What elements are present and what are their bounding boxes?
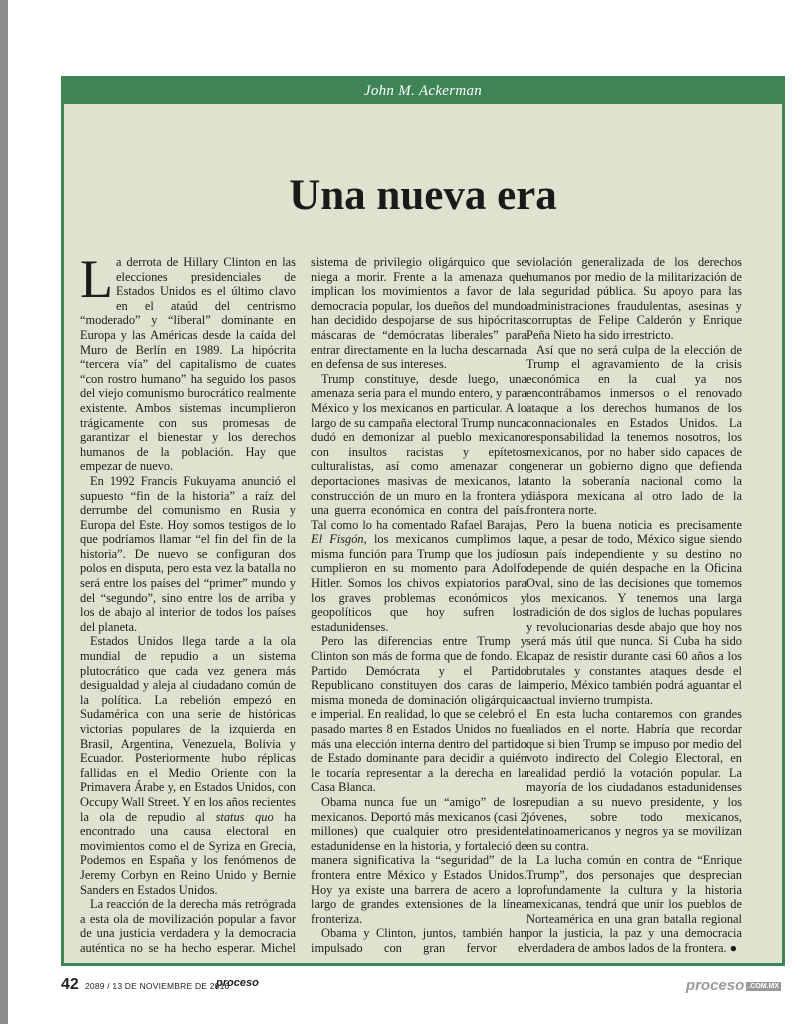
domain-badge: .COM.MX <box>748 983 779 990</box>
paragraph: En 1992 Francis Fukuyama anunció el supuesto “fin de la historia” a raíz del derrumbe del comunismo en Rusia y Europa del Este. Hoy somos testigos de lo que podríamos llamar “el fin del fin de la historia”. De nuevo se configuran dos polos en disputa, pero esta vez la batalla no será entre los países del “primer” mundo y del “segundo”, sino entre los de arriba y los de abajo al interior de todos los países del planeta. <box>80 473 296 634</box>
drop-cap: L <box>80 255 113 309</box>
issue-date: 2089 / 13 DE NOVIEMBRE DE 2016 <box>85 981 230 991</box>
paragraph: Obama nunca fue un “amigo” de los mexicanos. Deportó más mexicanos (casi 2 millones) que cualquier otro presidente estadunidense en la historia, y fortaleció de manera significativa la “seguridad” de la frontera entre México y Estados Unidos. Hoy ya existe una barrera de acero a lo largo de grandes extensiones de la línea fronteriza. <box>311 794 527 926</box>
proceso-logo-right: proceso $^{.COM.MX}$ <box>685 977 779 994</box>
article-column-3 <box>526 255 742 955</box>
article-column-1 <box>80 255 296 955</box>
paragraph: Así que no será culpa de la elección de Trump el agravamiento de la crisis económica en la cual ya nos encontrábamos inmersos o el renovado ataque a los derechos humanos de los connacionales en Estados Unidos. La responsabilidad la tenemos nosotros, los mexicanos, por no haber sido capaces de generar un gobierno digno que defienda tanto la soberanía nacional como la diáspora mexicana al otro lado de la frontera norte. <box>526 342 742 518</box>
paragraph: La reacción de la derecha más retrógrada a esta ola de movilización popular a favor de una justicia verdadera y la democracia auténtica no se ha hecho esperar. Michel <box>80 897 296 955</box>
article-title: Una nueva era <box>289 172 557 219</box>
page-footer <box>61 976 785 1000</box>
paragraph: Pero las diferencias entre Trump y Clinton son más de forma que de fondo. El Partido Demócrata y el Partido Republicano constituyen dos caras de la misma moneda de dominación oligárquica e imperial. En realidad, lo que se celebró el pasado martes 8 en Estados Unidos no fue más una elección interna dentro del partido de Estado dominante para decidir a quién le tocaría representar a la derecha en la Casa Blanca. <box>311 634 527 795</box>
author-name: John M. Ackerman <box>363 83 483 99</box>
italic-term: El Fisgón, <box>311 532 367 547</box>
paragraph: Obama y Clinton, juntos, también han impulsado con gran fervor el <box>311 926 527 955</box>
paragraph: Pero la buena noticia es precisamente que, a pesar de todo, México sigue siendo un país independiente y su destino no depende de quién despache en la Oficina Oval, sino de las decisiones que tomemos los mexicanos. Y tenemos una larga tradición de dos siglos de luchas populares y revolucionarias desde abajo que hoy nos será más útil que nunca. Si Cuba ha sido capaz de resistir durante casi 60 años a los brutales y constantes ataques desde el imperio, México también podrá aguantar el actual invierno trumpista. <box>526 517 742 707</box>
paragraph: La lucha común en contra de “Enrique Trump”, dos personajes que desprecian profundamente la cultura y la historia mexicanas, tendrá que unir los pueblos de Norteamérica en una gran batalla regional por la justicia, la paz y una democracia verdadera de ambos lados de la frontera. ● <box>526 853 742 955</box>
paragraph: Estados Unidos llega tarde a la ola mundial de repudio a un sistema plutocrático que cada vez genera más desigualdad y aleja al ciudadano común de la política. La rebelión empezó en Sudamérica con una serie de históricas victorias populares de la izquierda en Brasil, Argentina, Venezuela, Bolivia y Ecuador. Posteriormente hubo réplicas fallidas en el Medio Oriente con la Primavera Árabe y, en Estados Unidos, con Occupy Wall Street. Y en los años recientes la ola de repudio al status quo ha encontrado una causa electoral en movimientos como el de Syriza en Grecia, Podemos en España y los fenómenos de Jeremy Corbyn en Reino Unido y Bernie Sanders en Estados Unidos. <box>80 634 296 897</box>
paragraph: sistema de privilegio oligárquico que se niega a morir. Frente a la amenaza que implican los movimientos a favor de la democracia popular, los dueños del mundo han decidido despojarse de sus hipócritas máscaras de “demócratas liberales” para entrar directamente en la lucha descarnada en defensa de sus intereses. <box>311 255 527 372</box>
paragraph: Trump constituye, desde luego, una amenaza seria para el mundo entero, y para México y los mexicanos en particular. A lo largo de su campaña electoral Trump nunca dudó en demonizar al pueblo mexicano con insultos racistas y epítetos culturalistas, así como amenazar con deportaciones masivas de mexicanos, la construcción de un muro en la frontera y una guerra económica en contra del país. Tal como lo ha comentado Rafael Barajas, El Fisgón, los mexicanos cumplimos la misma función para Trump que los judíos cumplieron en su momento para Adolfo Hitler. Somos los chivos expiatorios para los graves problemas económicos y geopolíticos que hoy sufren los estadunidenses. <box>311 371 527 634</box>
author-band <box>64 79 782 104</box>
paragraph: violación generalizada de los derechos humanos por medio de la militarización de la seguridad pública. Su apoyo para las administraciones fraudulentas, asesinas y corruptas de Felipe Calderón y Enrique Peña Nieto ha sido irrestricto. <box>526 255 742 342</box>
page-edge-bar <box>0 0 8 1024</box>
page-number: 42 <box>61 976 79 993</box>
paragraph: En esta lucha contaremos con grandes aliados en el norte. Habría que recordar que si bien Trump se impuso por medio del voto indirecto del Colegio Electoral, en realidad perdió la votación popular. La mayoría de los ciudadanos estadunidenses repudian a su nuevo presidente, y los jóvenes, sobre todo mexicanos, latinoamericanos y negros ya se movilizan en su contra. <box>526 707 742 853</box>
article-column-2 <box>311 255 527 955</box>
paragraph: La derrota de Hillary Clinton en las elecciones presidenciales de Estados Unidos es el último clavo en el ataúd del centrismo “moderado” y “liberal” dominante en Europa y las Américas desde la caída del Muro de Berlín en 1989. La hipócrita “tercera vía” del capitalismo de cuates “con rostro humano” ha seguido los pasos del viejo comunismo burocrático realmente existente. Ambos sistemas incumplieron trágicamente con sus promesas de garantizar el bienestar y los derechos humanos de la población. Hay que empezar de nuevo. <box>80 255 296 474</box>
italic-term: status quo <box>215 809 274 824</box>
proceso-logo-small: proceso <box>216 977 259 989</box>
article-frame <box>61 76 785 966</box>
